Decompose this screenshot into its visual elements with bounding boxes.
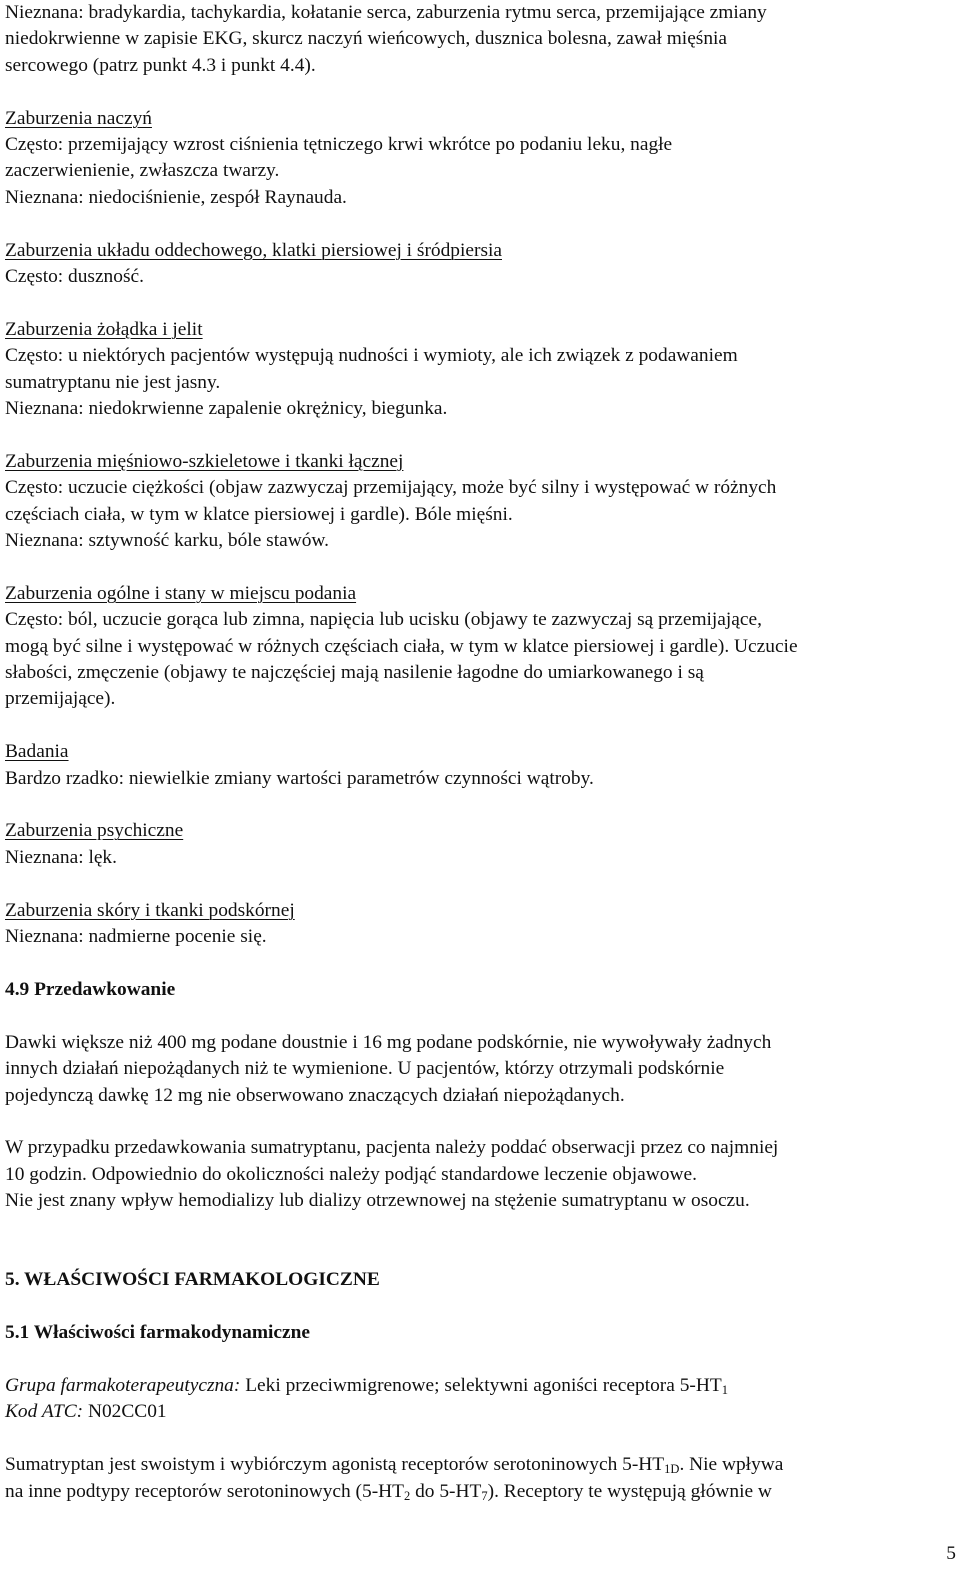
text-line: Nieznana: bradykardia, tachykardia, kołatanie serca, zaburzenia rytmu serca, przemijające zmiany — [5, 2, 767, 23]
subscript: 7 — [481, 1488, 488, 1503]
text-line: Często: przemijający wzrost ciśnienia tętniczego krwi wkrótce po podaniu leku, nagłe — [5, 134, 673, 156]
text-line: niedokrwienne w zapisie EKG, skurcz naczyń wieńcowych, dusznica bolesna, zawał mięśnia — [5, 28, 728, 50]
section-heading: Zaburzenia skóry i tkanki podskórnej — [5, 899, 295, 921]
atc-code-line — [5, 1399, 955, 1425]
text-line: Nieznana: niedociśnienie, zespół Raynauda. — [5, 186, 347, 208]
group-value: Leki przeciwmigrenowe; selektywni agoniści receptora 5-HT — [240, 1374, 722, 1396]
document-page — [5, 0, 955, 1505]
text-line: zaczerwienienie, zwłaszcza twarzy. — [5, 160, 280, 182]
text-line: Nieznana: nadmierne pocenie się. — [5, 926, 267, 948]
text-line: innych działań niepożądanych niż te wymienione. U pacjentów, którzy otrzymali podskórnie — [5, 1058, 725, 1080]
subscript: 1D — [664, 1462, 680, 1477]
text-line: Nieznana: niedokrwienne zapalenie okrężnicy, biegunka. — [5, 398, 448, 420]
text-line: pojedynczą dawkę 12 mg nie obserwowano znaczących działań niepożądanych. — [5, 1084, 625, 1106]
text-fragment: Sumatryptan jest swoistym i wybiórczym agonistą receptorów serotoninowych 5-HT — [5, 1454, 665, 1476]
section-heading: Zaburzenia psychiczne — [5, 820, 184, 842]
chapter-title: 5. WŁAŚCIWOŚCI FARMAKOLOGICZNE — [5, 1269, 380, 1291]
section-title: 4.9 Przedawkowanie — [5, 978, 176, 1000]
atc-label: Kod ATC: — [5, 1401, 84, 1423]
text-line: Bardzo rzadko: niewielkie zmiany wartości parametrów czynności wątroby. — [5, 767, 594, 789]
section-title: 5.1 Właściwości farmakodynamiczne — [5, 1322, 311, 1344]
subscript: 1 — [721, 1382, 728, 1397]
text-line: mogą być silne i występować w różnych częściach ciała, w tym w klatce piersiowej i gardle). Uczucie — [5, 635, 798, 657]
text-line: Nieznana: sztywność karku, bóle stawów. — [5, 530, 329, 552]
page-number: 5 — [946, 1543, 956, 1564]
section-heading: Zaburzenia naczyń — [5, 107, 152, 129]
text-line: Często: u niektórych pacjentów występują nudności i wymioty, ale ich związek z podawaniem — [5, 345, 738, 367]
section-heading: Zaburzenia ogólne i stany w miejscu podania — [5, 582, 357, 604]
section-heading: Zaburzenia żołądka i jelit — [5, 318, 203, 340]
text-line: Często: uczucie ciężkości (objaw zazwyczaj przemijający, może być silny i występować w różnych — [5, 477, 777, 499]
text-line: Często: ból, uczucie gorąca lub zimna, napięcia lub ucisku (objawy te zazwyczaj są przemijające, — [5, 609, 762, 631]
pharmacotherapeutic-group-line — [5, 1373, 955, 1399]
text-line — [5, 1479, 955, 1505]
subscript: 2 — [404, 1488, 411, 1503]
text-line: słabości, zmęczenie (objawy te najczęściej mają nasilenie łagodne do umiarkowanego i są — [5, 662, 704, 684]
section-heading: Zaburzenia mięśniowo-szkieletowe i tkanki łącznej — [5, 450, 404, 472]
text-line: Nieznana: lęk. — [5, 846, 117, 868]
section-heading: Badania — [5, 741, 69, 763]
text-fragment: na inne podtypy receptorów serotoninowych (5-HT — [5, 1480, 405, 1502]
text-line: 10 godzin. Odpowiednio do okoliczności należy podjąć standardowe leczenie objawowe. — [5, 1163, 697, 1185]
text-line: sumatryptanu nie jest jasny. — [5, 371, 221, 393]
section-heading: Zaburzenia układu oddechowego, klatki piersiowej i śródpiersia — [5, 239, 502, 261]
text-line: Nie jest znany wpływ hemodializy lub dializy otrzewnowej na stężenie sumatryptanu w osoczu. — [5, 1190, 750, 1212]
text-line: Często: duszność. — [5, 266, 144, 288]
text-fragment: do 5-HT — [410, 1480, 482, 1502]
text-line: częściach ciała, w tym w klatce piersiowej i gardle). Bóle mięśni. — [5, 503, 513, 525]
text-line — [5, 1452, 955, 1478]
text-line: przemijające). — [5, 688, 116, 710]
text-fragment: ). Receptory te występują głównie w — [487, 1480, 772, 1502]
text-fragment: . Nie wpływa — [679, 1454, 784, 1476]
text-line: Dawki większe niż 400 mg podane doustnie i 16 mg podane podskórnie, nie wywoływały żadnych — [5, 1031, 772, 1053]
text-line: sercowego (patrz punkt 4.3 i punkt 4.4). — [5, 54, 316, 76]
group-label: Grupa farmakoterapeutyczna: — [5, 1374, 241, 1396]
atc-value: N02CC01 — [83, 1401, 167, 1423]
text-line: W przypadku przedawkowania sumatryptanu, pacjenta należy poddać obserwacji przez co najmniej — [5, 1137, 779, 1159]
